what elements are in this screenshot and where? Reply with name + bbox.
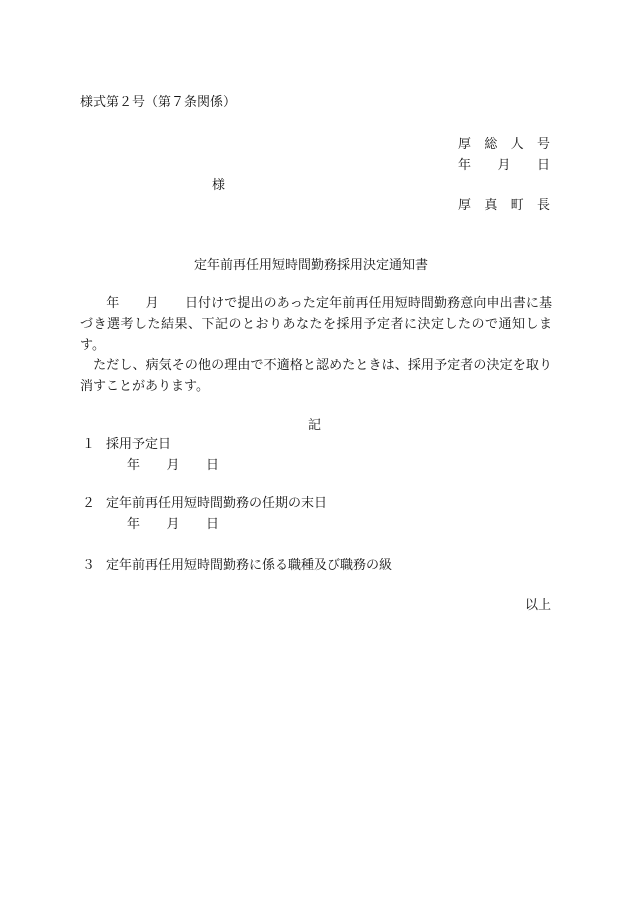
date-month: 月: [497, 158, 511, 173]
doc-number-char: 号: [536, 137, 550, 152]
date-day: 日: [205, 458, 219, 473]
item-date-1: [127, 459, 219, 472]
doc-number-char: 総: [484, 137, 498, 152]
item-label-2: 定年前再任用短時間勤務の任期の末日: [106, 496, 328, 511]
item-number-2: ２: [82, 496, 96, 511]
sender-char: 長: [536, 198, 550, 213]
ki-label: 記: [308, 418, 322, 433]
date-day: 日: [205, 517, 219, 532]
sender-char: 厚: [458, 198, 472, 213]
doc-number-char: 厚: [458, 137, 472, 152]
item-number-1: １: [82, 437, 96, 452]
date-year: 年: [127, 517, 141, 532]
doc-number-char: 人: [510, 137, 524, 152]
document-number: [458, 138, 550, 151]
item-label-1: 採用予定日: [106, 437, 172, 452]
sender-char: 町: [510, 198, 524, 213]
item-label-3: 定年前再任用短時間勤務に係る職種及び職務の級: [106, 558, 393, 573]
sender-name: [458, 199, 550, 212]
item-number-3: ３: [82, 558, 96, 573]
issue-date: [458, 159, 550, 172]
date-year: 年: [127, 458, 141, 473]
date-day: 日: [536, 158, 550, 173]
body-paragraph-2: ただし、病気その他の理由で不適格と認めたときは、採用予定者の決定を取り消すことがあります。: [80, 358, 552, 394]
item-date-2: [127, 518, 219, 531]
form-number: 様式第２号（第７条関係）: [80, 95, 237, 110]
sender-char: 真: [484, 198, 498, 213]
document-title: 定年前再任用短時間勤務採用決定通知書: [194, 258, 429, 273]
body-paragraph-1: 年 月 日付けで提出のあった定年前再任用短時間勤務意向申出書に基づき選考した結果、下記のとおりあなたを採用予定者に決定したので通知します。: [80, 296, 552, 353]
date-month: 月: [166, 517, 180, 532]
date-year: 年: [458, 158, 472, 173]
recipient-honorific: 様: [212, 178, 226, 193]
date-month: 月: [166, 458, 180, 473]
closing-mark: 以上: [525, 598, 552, 613]
